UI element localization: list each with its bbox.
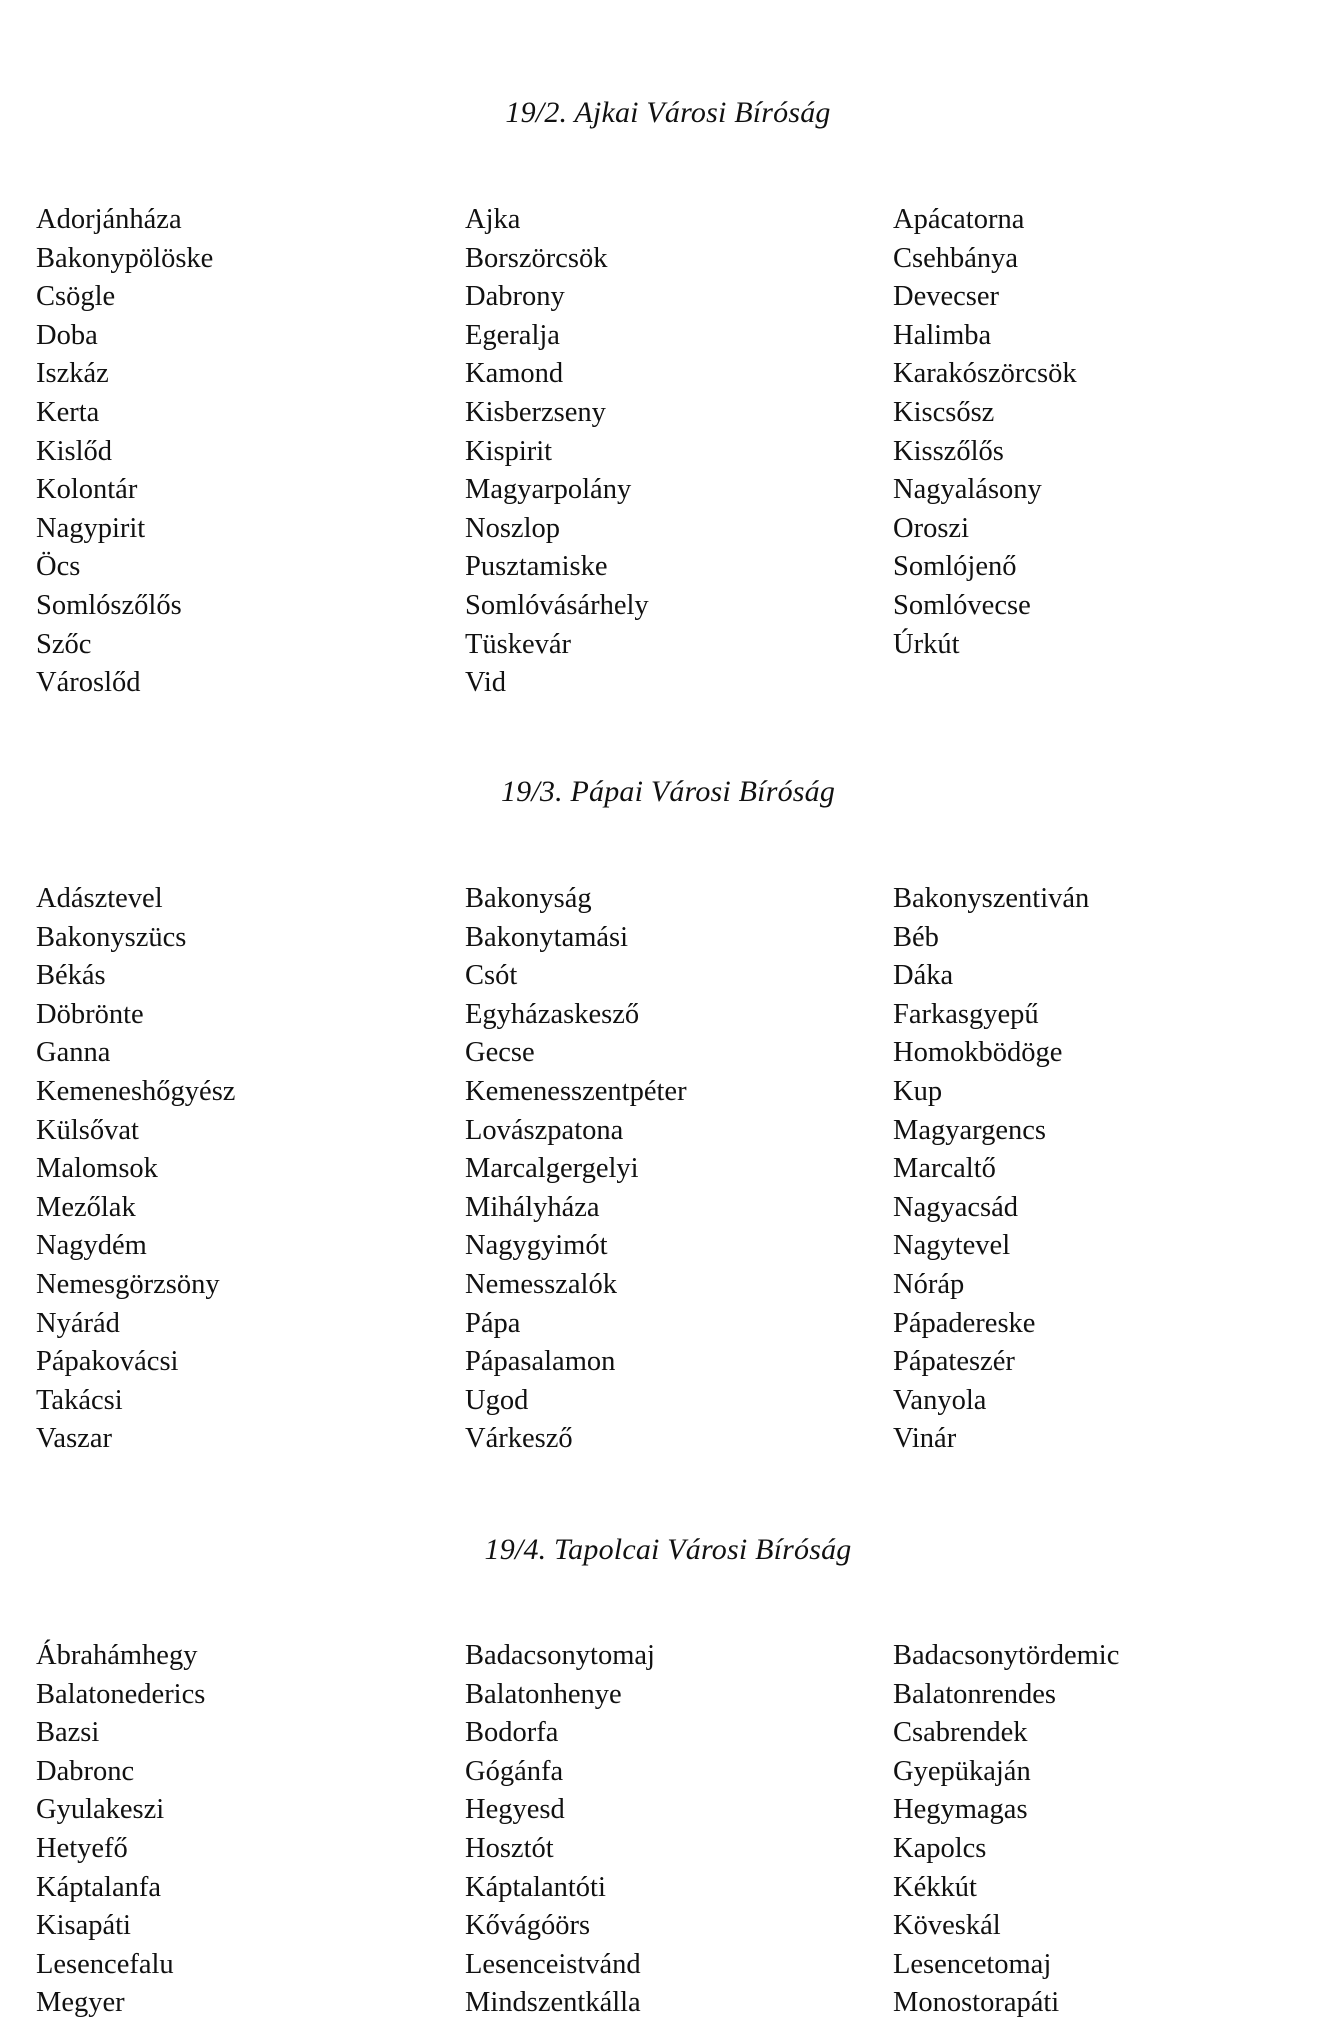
settlement-name: Nemesgörzsöny: [36, 1268, 220, 1300]
settlement-column-2: [465, 880, 687, 1459]
settlement-name: Csabrendek: [893, 1717, 1028, 1749]
settlement-name: Gógánfa: [465, 1755, 564, 1787]
settlement-name: Iszkáz: [36, 358, 109, 390]
settlement-name: Kapolcs: [893, 1832, 987, 1864]
settlement-name: Kolontár: [36, 474, 138, 506]
settlement-name: Mezőlak: [36, 1191, 136, 1223]
settlement-column-2: [465, 1637, 655, 2023]
settlement-name: Csót: [465, 960, 518, 992]
settlement-name: Mindszentkálla: [465, 1987, 641, 2019]
settlement-name: Nagypirit: [36, 512, 146, 544]
settlement-name: Ganna: [36, 1037, 111, 1069]
settlement-name: Köveskál: [893, 1910, 1001, 1942]
settlement-name: Hosztót: [465, 1832, 554, 1864]
settlement-name: Badacsonytördemic: [893, 1640, 1120, 1671]
settlement-name: Pusztamiske: [465, 551, 608, 583]
settlement-name: Noszlop: [465, 512, 560, 544]
settlement-name: Somlóvecse: [893, 589, 1031, 621]
settlement-name: Borszörcsök: [465, 242, 608, 274]
settlement-name: Ábrahámhegy: [36, 1640, 198, 1671]
settlement-name: Devecser: [893, 281, 1000, 313]
settlement-name: Ugod: [465, 1384, 529, 1416]
settlement-name: Marcalgergelyi: [465, 1153, 639, 1185]
settlement-name: Hetyefő: [36, 1832, 128, 1864]
settlement-name: Kisszőlős: [893, 435, 1004, 467]
settlement-name: Hegyesd: [465, 1794, 565, 1826]
settlement-name: Egeralja: [465, 319, 560, 351]
settlement-name: Mihályháza: [465, 1191, 600, 1223]
settlement-name: Megyer: [36, 1987, 125, 2019]
settlement-name: Karakószörcsök: [893, 358, 1077, 390]
settlement-name: Somlóvásárhely: [465, 589, 649, 621]
settlement-name: Monostorapáti: [893, 1987, 1060, 2019]
settlement-name: Pápa: [465, 1307, 521, 1339]
settlement-name: Kékkút: [893, 1871, 977, 1903]
settlement-name: Apácatorna: [893, 204, 1025, 235]
settlement-name: Tüskevár: [465, 628, 572, 660]
settlement-name: Magyargencs: [893, 1114, 1047, 1146]
settlement-name: Kisapáti: [36, 1910, 131, 1942]
settlement-name: Öcs: [36, 551, 81, 583]
settlement-name: Nemesszalók: [465, 1268, 617, 1300]
settlement-name: Dabrony: [465, 281, 565, 313]
settlement-name: Somlójenő: [893, 551, 1017, 583]
settlement-name: Kispirit: [465, 435, 553, 467]
settlement-name: Egyházaskesző: [465, 998, 640, 1030]
settlement-column-3: [893, 880, 1089, 1459]
settlement-name: Bakonypölöske: [36, 242, 214, 274]
settlement-column-1: [36, 880, 235, 1459]
settlement-name: Bakonyszentiván: [893, 883, 1090, 914]
settlement-name: Kemenesszentpéter: [465, 1075, 687, 1107]
settlement-name: Bakonyszücs: [36, 921, 187, 953]
settlement-name: Nóráp: [893, 1268, 965, 1300]
settlement-name: Magyarpolány: [465, 474, 632, 506]
settlement-name: Vinár: [893, 1423, 957, 1455]
settlement-column-3: [893, 1637, 1119, 2023]
settlement-name: Béb: [893, 921, 939, 953]
settlement-name: Bakonyság: [465, 883, 592, 914]
settlement-name: Külsővat: [36, 1114, 139, 1146]
settlement-name: Lovászpatona: [465, 1114, 624, 1146]
settlement-name: Homokbödöge: [893, 1037, 1063, 1069]
settlement-name: Lesencefalu: [36, 1948, 174, 1980]
settlement-name: Szőc: [36, 628, 92, 660]
settlement-name: Bakonytamási: [465, 921, 629, 953]
section-heading-papa: 19/3. Pápai Városi Bíróság: [500, 775, 836, 808]
settlement-name: Dabronc: [36, 1755, 135, 1787]
settlement-column-2: [465, 201, 649, 703]
settlement-name: Adásztevel: [36, 883, 163, 914]
settlement-column-1: [36, 201, 213, 703]
settlement-name: Balatonederics: [36, 1678, 206, 1710]
section-heading-ajka: 19/2. Ajkai Városi Bíróság: [505, 96, 831, 129]
settlement-name: Lesencetomaj: [893, 1948, 1052, 1980]
settlement-name: Úrkút: [893, 628, 960, 660]
settlement-name: Kisberzseny: [465, 396, 606, 428]
settlement-name: Pápasalamon: [465, 1346, 616, 1378]
section-heading-tapolca: 19/4. Tapolcai Városi Bíróság: [484, 1533, 852, 1566]
settlement-name: Káptalanfa: [36, 1871, 162, 1903]
settlement-name: Nagydém: [36, 1230, 147, 1262]
settlement-name: Gyepükaján: [893, 1755, 1031, 1787]
settlement-name: Kerta: [36, 396, 100, 428]
settlement-name: Pápadereske: [893, 1307, 1036, 1339]
settlement-name: Somlószőlős: [36, 589, 182, 621]
settlement-name: Csögle: [36, 281, 116, 313]
settlement-name: Hegymagas: [893, 1794, 1028, 1826]
settlement-name: Farkasgyepű: [893, 998, 1039, 1030]
settlement-name: Békás: [36, 960, 106, 992]
settlement-name: Várkesző: [465, 1423, 573, 1455]
settlement-name: Nagytevel: [893, 1230, 1011, 1262]
settlement-name: Kislőd: [36, 435, 113, 467]
settlement-name: Doba: [36, 319, 98, 351]
settlement-name: Takácsi: [36, 1384, 123, 1416]
settlement-name: Nagygyimót: [465, 1230, 608, 1262]
settlement-name: Nagyalásony: [893, 474, 1042, 506]
settlement-name: Csehbánya: [893, 242, 1019, 274]
settlement-name: Pápakovácsi: [36, 1346, 179, 1378]
settlement-name: Gecse: [465, 1037, 535, 1069]
settlement-name: Badacsonytomaj: [465, 1640, 655, 1671]
settlement-name: Balatonhenye: [465, 1678, 622, 1710]
settlement-name: Városlőd: [36, 667, 141, 699]
settlement-name: Lesenceistvánd: [465, 1948, 641, 1980]
settlement-name: Pápateszér: [893, 1346, 1015, 1378]
settlement-name: Kup: [893, 1075, 943, 1107]
settlement-name: Vaszar: [36, 1423, 112, 1455]
settlement-name: Gyulakeszi: [36, 1794, 165, 1826]
settlement-name: Bazsi: [36, 1717, 100, 1749]
settlement-name: Adorjánháza: [36, 204, 182, 235]
settlement-name: Nyárád: [36, 1307, 120, 1339]
settlement-name: Nagyacsád: [893, 1191, 1019, 1223]
settlement-column-1: [36, 1637, 205, 2023]
settlement-name: Halimba: [893, 319, 992, 351]
settlement-name: Vid: [465, 667, 507, 699]
settlement-name: Kamond: [465, 358, 564, 390]
settlement-name: Malomsok: [36, 1153, 158, 1185]
settlement-name: Kővágóörs: [465, 1910, 591, 1942]
settlement-name: Marcaltő: [893, 1153, 996, 1185]
settlement-name: Kemeneshőgyész: [36, 1075, 236, 1107]
settlement-name: Oroszi: [893, 512, 969, 544]
settlement-name: Balatonrendes: [893, 1678, 1057, 1710]
settlement-column-3: [893, 201, 1077, 664]
settlement-name: Bodorfa: [465, 1717, 559, 1749]
settlement-name: Kiscsősz: [893, 396, 995, 428]
settlement-name: Dáka: [893, 960, 954, 992]
settlement-name: Káptalantóti: [465, 1871, 606, 1903]
settlement-name: Döbrönte: [36, 998, 144, 1030]
settlement-name: Vanyola: [893, 1384, 987, 1416]
settlement-name: Ajka: [465, 204, 521, 235]
